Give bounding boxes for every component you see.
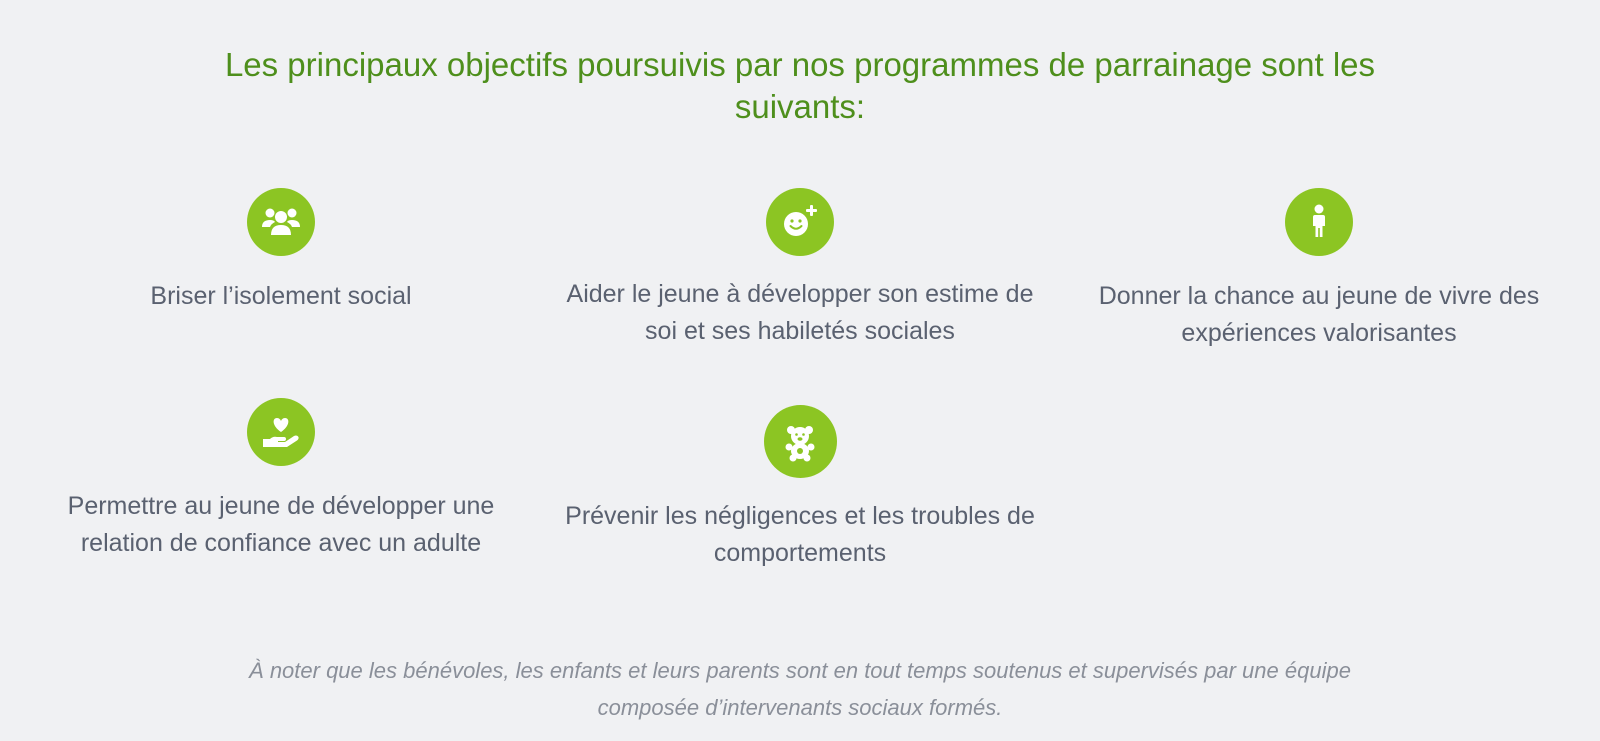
child-icon (1285, 188, 1353, 256)
group-users-icon (247, 188, 315, 256)
objective-text: Prévenir les négligences et les troubles de comportements (565, 502, 1035, 567)
objective-item (565, 405, 1035, 572)
objective-item (46, 398, 516, 562)
objective-item (565, 188, 1035, 350)
smiley-plus-icon (766, 188, 834, 256)
objective-text: Donner la chance au jeune de vivre des expériences valorisantes (1098, 282, 1540, 347)
objective-text: Briser l’isolement social (150, 282, 412, 310)
section-heading: Les principaux objectifs poursuivis par nos programmes de parrainage sont les suivants: (224, 46, 1376, 125)
objective-item (1084, 188, 1554, 352)
objective-text: Permettre au jeune de développer une relation de confiance avec un adulte (67, 492, 495, 557)
hand-heart-icon (247, 398, 315, 466)
teddy-bear-icon (764, 405, 837, 478)
objective-text: Aider le jeune à développer son estime de soi et ses habiletés sociales (566, 280, 1034, 345)
objective-item (46, 188, 516, 315)
supervision-note: À noter que les bénévoles, les enfants et leurs parents sont en tout temps soutenus et supervisés par une équipe composée d’intervenants sociaux formés. (249, 658, 1351, 720)
